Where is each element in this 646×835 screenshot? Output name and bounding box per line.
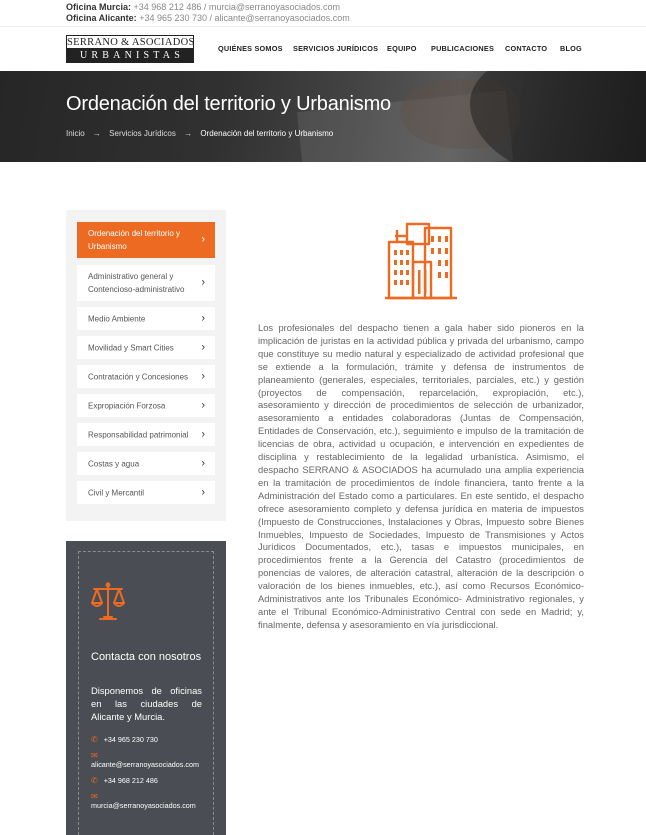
- chevron-right-icon: ›: [201, 399, 205, 411]
- sidebar-item-label: Contratación y Concesiones: [88, 372, 189, 381]
- sidebar-item-label: Ordenación del territorio y Urbanismo: [88, 229, 181, 251]
- top-contact-bar: [0, 0, 646, 27]
- logo-bottom-text: URBANISTAS: [67, 49, 193, 62]
- nav-publicaciones[interactable]: PUBLICACIONES: [431, 44, 495, 53]
- nav-quienes-somos[interactable]: QUIÉNES SOMOS: [218, 44, 283, 53]
- murcia-office-info[interactable]: +34 968 212 486 / murcia@serranoyasociados.com: [133, 2, 341, 12]
- chevron-right-icon: ›: [201, 428, 205, 440]
- contact-email-murcia[interactable]: [91, 792, 196, 810]
- sidebar-item-label: Administrativo general y Contencioso-administrativo: [88, 272, 185, 294]
- phone-icon: ✆: [91, 735, 98, 744]
- building-icon: [383, 218, 459, 300]
- arrow-right-icon: →: [184, 129, 193, 138]
- sidebar-item-administrativo[interactable]: [77, 265, 215, 301]
- sidebar-item-ordenacion[interactable]: [77, 222, 215, 258]
- site-header: [0, 27, 646, 71]
- murcia-office-label: Oficina Murcia:: [66, 2, 132, 12]
- services-sidebar: [66, 210, 226, 521]
- contact-panel: [66, 541, 226, 835]
- chevron-right-icon: ›: [201, 312, 205, 324]
- sidebar-item-civil[interactable]: [77, 481, 215, 504]
- contact-title: Contacta con nosotros: [91, 651, 202, 663]
- nav-servicios-juridicos[interactable]: SERVICIOS JURÍDICOS: [293, 44, 379, 53]
- email-icon: ✉: [91, 792, 98, 801]
- service-description: Los profesionales del despacho tienen a gala haber sido pioneros en la implicación de juristas en la actividad pública y privada del urbanismo, campo que constituye su medio natural y especializado de actividad profesional que se extiende a la formulación, trámite y defensa de instrumentos de planeamiento (generales, especiales, territoriales, parciales, etc.) y gestión (proyectos de compensación, reparcelación, expropiación, etc.), asesoramiento y dirección de procedimientos de selección de urbanizador, asesoramiento a entidades colaboradoras (Juntas de Compensación, Entidades de Conservación, etc.), seguimiento e impulso de la tramitación de licencias de obra, actividad u ocupación, e intervención en expedientes de disciplina y restablecimiento de la legalidad urbanística. Asimismo, el despacho SERRANO & ASOCIADOS ha acumulado una amplia experiencia en la tramitación de procedimientos de índole financiera, tanto frente a la Administración del Estado como a particulares. En este sentido, el despacho ofrece asesoramiento completo y defensa jurídica en materia de impuestos (Impuesto de Construcciones, Instalaciones y Obras, Impuesto sobre Bienes Inmuebles, Impuesto de Sociedades, Impuesto de Transmisiones y Actos Jurídicos Documentados, etc.), tasas e impuestos municipales, en procedimientos frente a la Gerencia del Catastro (procedimientos de ponencias de valores, de alteración catastral, alteración de la descripción o valoración de los bienes inmuebles, etc.), así como Recursos Económico-Administrativos ante los Tribunales Económico- Administrativo regionales, y ante el Tribunal Económico-Administrativo Central con sede en Madrid; y, finalmente, defensa y asesoramiento en vía jurisdiccional.: [258, 322, 584, 630]
- sidebar-item-contratacion[interactable]: [77, 365, 215, 388]
- nav-blog[interactable]: BLOG: [560, 44, 582, 53]
- nav-equipo[interactable]: EQUIPO: [387, 44, 417, 53]
- breadcrumb-home[interactable]: Inicio: [66, 129, 85, 138]
- murcia-office-line: [66, 2, 340, 12]
- sidebar-item-medio-ambiente[interactable]: [77, 307, 215, 330]
- contact-phone-alicante[interactable]: [91, 735, 158, 744]
- email-murcia-text: murcia@serranoyasociados.com: [91, 801, 196, 810]
- chevron-right-icon: ›: [201, 276, 205, 289]
- breadcrumb: [66, 129, 339, 138]
- sidebar-item-label: Medio Ambiente: [88, 314, 146, 323]
- alicante-office-info[interactable]: +34 965 230 730 / alicante@serranoyasociados.com: [139, 13, 350, 23]
- chevron-right-icon: ›: [201, 341, 205, 353]
- email-icon: ✉: [91, 751, 98, 760]
- contact-email-alicante[interactable]: [91, 751, 199, 769]
- sidebar-item-label: Costas y agua: [88, 459, 140, 468]
- sidebar-item-label: Movilidad y Smart Cities: [88, 343, 174, 352]
- logo-top-text: SERRANO & ASOCIADOS: [67, 37, 195, 48]
- hero-overlay: [0, 71, 646, 162]
- chevron-right-icon: ›: [201, 233, 205, 246]
- alicante-office-line: [66, 13, 350, 23]
- phone-icon: ✆: [91, 776, 98, 785]
- nav-contacto[interactable]: CONTACTO: [505, 44, 548, 53]
- sidebar-item-expropiacion[interactable]: [77, 394, 215, 417]
- sidebar-item-costas[interactable]: [77, 452, 215, 475]
- site-logo[interactable]: [66, 35, 194, 63]
- phone-alicante-text: +34 965 230 730: [103, 735, 158, 744]
- email-alicante-text: alicante@serranoyasociados.com: [91, 760, 199, 769]
- sidebar-item-label: Responsabilidad patrimonial: [88, 430, 189, 439]
- contact-description: Disponemos de oficinas en las ciudades de Alicante y Murcia.: [91, 685, 202, 722]
- breadcrumb-servicios[interactable]: Servicios Jurídicos: [109, 129, 176, 138]
- scale-icon: [90, 581, 126, 623]
- chevron-right-icon: ›: [201, 370, 205, 382]
- page-title: Ordenación del territorio y Urbanismo: [66, 93, 391, 115]
- phone-murcia-text: +34 968 212 486: [103, 776, 158, 785]
- chevron-right-icon: ›: [201, 457, 205, 469]
- sidebar-item-label: Civil y Mercantil: [88, 488, 145, 497]
- contact-phone-murcia[interactable]: [91, 776, 158, 785]
- sidebar-item-label: Expropiación Forzosa: [88, 401, 166, 410]
- arrow-right-icon: →: [92, 129, 101, 138]
- chevron-right-icon: ›: [201, 486, 205, 498]
- sidebar-item-movilidad[interactable]: [77, 336, 215, 359]
- page-hero-banner: [0, 71, 646, 162]
- sidebar-item-responsabilidad[interactable]: [77, 423, 215, 446]
- alicante-office-label: Oficina Alicante:: [66, 13, 137, 23]
- breadcrumb-current: Ordenación del territorio y Urbanismo: [200, 129, 334, 138]
